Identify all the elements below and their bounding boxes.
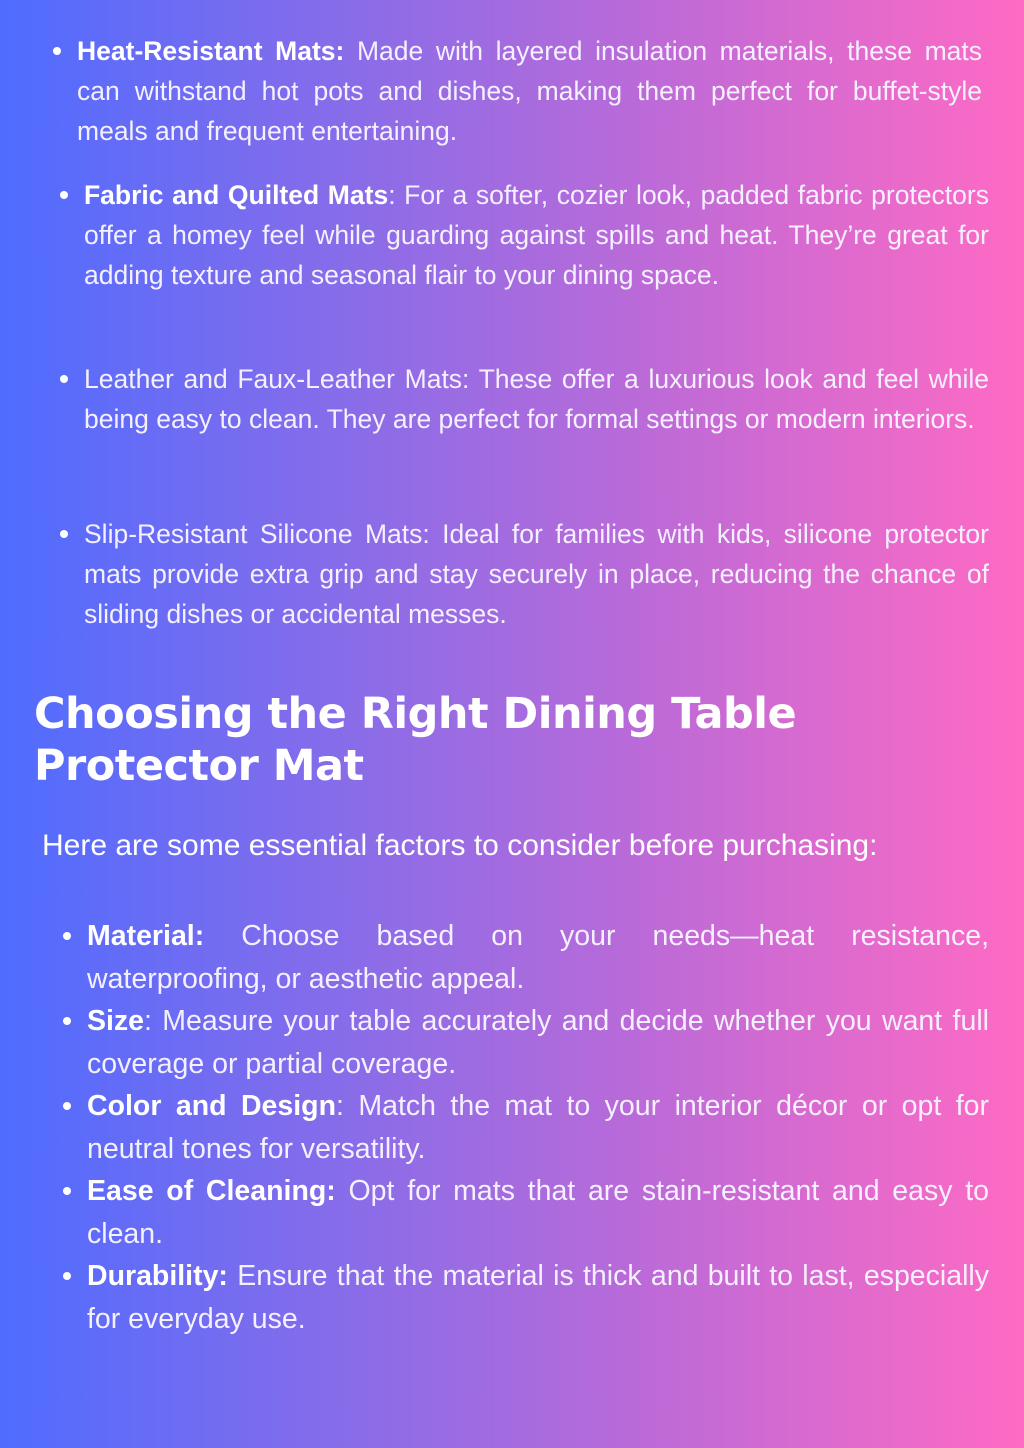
item-text: Opt for mats that are stain-resistant and easy to clean.: [87, 1175, 990, 1250]
mat-types-list-4: [84, 514, 989, 634]
item-text: Ensure that the material is thick and built to last, especially for everyday use.: [87, 1260, 989, 1335]
item-term: Fabric and Quilted Mats: [84, 180, 389, 210]
list-item-leather: [84, 359, 989, 439]
list-item-size: [87, 1000, 989, 1085]
list-item-color-design: [87, 1085, 989, 1170]
intro-text: Here are some essential factors to consider before purchasing:: [42, 829, 878, 862]
item-term: Material:: [87, 920, 205, 952]
item-text: : Measure your table accurately and decide whether you want full coverage or partial coverage.: [87, 1005, 989, 1080]
item-term: Ease of Cleaning:: [87, 1175, 336, 1207]
item-term: Size: [87, 1005, 145, 1037]
item-term: Color and Design: [87, 1090, 336, 1122]
item-term: Heat-Resistant Mats:: [77, 36, 345, 66]
item-text: Choose based on your needs—heat resistance, waterproofing, or aesthetic appeal.: [87, 920, 989, 995]
item-text: Slip-Resistant Silicone Mats: Ideal for families with kids, silicone protector mats provide extra grip and stay securely in place, reducing the chance of sliding dishes or accidental messes.: [84, 519, 989, 629]
item-text: Leather and Faux-Leather Mats: These offer a luxurious look and feel while being easy to clean. They are perfect for formal settings or modern interiors.: [84, 364, 989, 434]
list-item-fabric-quilted: [84, 175, 989, 295]
mat-types-list-3: [84, 359, 989, 439]
list-item-heat-resistant: [77, 31, 982, 151]
item-text: Made with layered insulation materials, these mats can withstand hot pots and dishes, making them perfect for buffet-style meals and frequent entertaining.: [77, 36, 982, 146]
item-text: : For a softer, cozier look, padded fabric protectors offer a homey feel while guarding against spills and heat. They’re great for adding texture and seasonal flair to your dining space.: [84, 180, 989, 290]
mat-types-list-2: [84, 175, 989, 295]
item-term: Durability:: [87, 1260, 228, 1292]
list-item-material: [87, 915, 989, 1000]
list-item-silicone: [84, 514, 989, 634]
list-item-ease-of-cleaning: [87, 1170, 989, 1255]
list-item-durability: [87, 1255, 989, 1340]
section-heading: Choosing the Right Dining Table Protector Mat: [34, 689, 797, 791]
factors-list: [87, 915, 989, 1340]
item-text: : Match the mat to your interior décor or opt for neutral tones for versatility.: [87, 1090, 989, 1165]
mat-types-list: [77, 31, 982, 151]
